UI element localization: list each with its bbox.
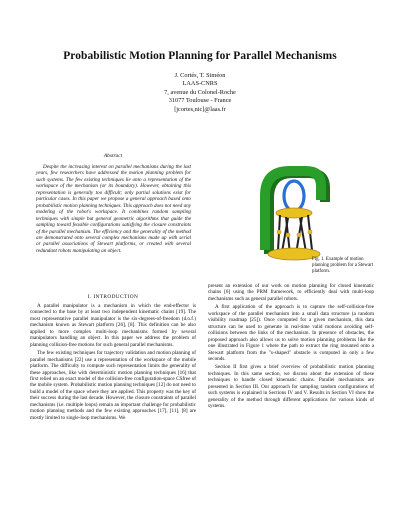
stewart-platform-illustration (212, 158, 368, 266)
figure-1-caption: Fig. 1. Example of motion planning problem for a Stewart platform. (312, 257, 374, 274)
abstract-text: Despite the increasing interest on parallel mechanisms during the last years, few researchers have addressed the motion planning problem for such systems. The few existing techniques lie onto a representation of the workspace of the mechanism (or its boundary). However, obtaining this representation is generally too difficult; only partial solutions exist for particular cases. In this paper we propose a general approach based onto probabilistic motion planning techniques. This approach does not need any modeling of the robot's workspace. It combines random sampling techniques with simple but general geometric algorithms that guide the sampling toward feasible configurations satisfying the closure constraints of the parallel mechanism. The efficiency and the generality of the method are demonstrated onto several complex mechanisms made up with serial or parallel associations of Stewart platforms, or created with several redundant robots manipulating an object. (36, 164, 191, 254)
intro-right-paragraph-1: present an extension of our work on motion planning for closed kinematic chains [6] using the PRM framework, to efficiently deal with multi-loop mechanisms such as general parallel robots. (208, 283, 374, 302)
ring-object (284, 181, 304, 211)
abstract-heading: Abstract (103, 153, 123, 159)
author-names: J. Cortés, T. Siméon (174, 72, 226, 79)
author-address-line-2: 31077 Toulouse - France (168, 97, 232, 105)
section-heading-introduction: I. INTRODUCTION (87, 294, 139, 300)
leg-joints (277, 230, 312, 237)
mobile-platform (276, 208, 312, 218)
paper-title: Probabilistic Motion Planning for Parallel Mechanisms (63, 50, 337, 62)
intro-right-column (208, 283, 374, 412)
intro-left-column (30, 303, 196, 423)
intro-right-paragraph-3: Section II first gives a brief overview of probabilistic motion planning techniques. In this same section, we discuss about the extension of these techniques to handle closed kinematic chains. Parallel mechanisms are presented in Section III. Our approach for sampling random configurations of such systems is explained in Sections IV and V. Results in Section VI show the generality of the method through different applications for various kinds of systems. (208, 364, 374, 410)
author-lab: LAAS-CNRS (182, 80, 218, 88)
author-email: [jcortes,nic]@laas.fr (174, 105, 226, 113)
intro-paragraph-1: A parallel manipulator is a mechanism in which the end-effector is connected to the base by at least two independent kinematic chains [19]. The most representative parallel manipulator is the six-degrees-of-freedom (d.o.f.) mechanism known as Stewart platform [26], [8]. This definition can be also applied to more complex multi-loop mechanisms formed by several manipulators handling an object. In this paper we address the problem of planning collision-free motions for such general parallel mechanisms. (30, 303, 196, 348)
figure-1 (212, 158, 368, 266)
intro-right-paragraph-2: A first application of the approach is to capture the self-collision-free workspace of the parallel mechanism into a small data structure (a random visibility roadmap [25]). Once computed for a given mechanism, this data structure can be used to generate in real-time valid motions avoiding self-collisions between the links of the mechanism. In presence of obstacles, the proposed approach also allows us to solve motion planning problems like the one illustrated in Figure 1 where the path to extract the ring mounted onto a Stewart platform from the "s-shaped" obstacle is computed in only a few seconds. (208, 304, 374, 362)
author-block (0, 72, 400, 114)
abstract-body (36, 164, 191, 254)
intro-paragraph-2: The few existing techniques for trajectory validation and motion planning of parallel mechanisms [22] use a representation of the workspace of the mobile platform. The difficulty to compute such representation limits the generality of these approaches, like with deterministic motion planning techniques [16] that first relied on an exact model of the collision-free configuration-space CSfree of the mobile system. Probabilistic motion planning techniques [12] do not need to build a model of the space where they are applied. This property was the key of their success during the last decade. However, the closure constraints of parallel mechanisms (i.e. multiple loops) remain an important challenge for probabilistic motion planning methods and the few existing approaches [17], [11], [8] are mostly limited to single-loop mechanisms. We (30, 350, 196, 421)
author-address-line-1: 7, avenue du Colonel-Roche (164, 88, 236, 96)
